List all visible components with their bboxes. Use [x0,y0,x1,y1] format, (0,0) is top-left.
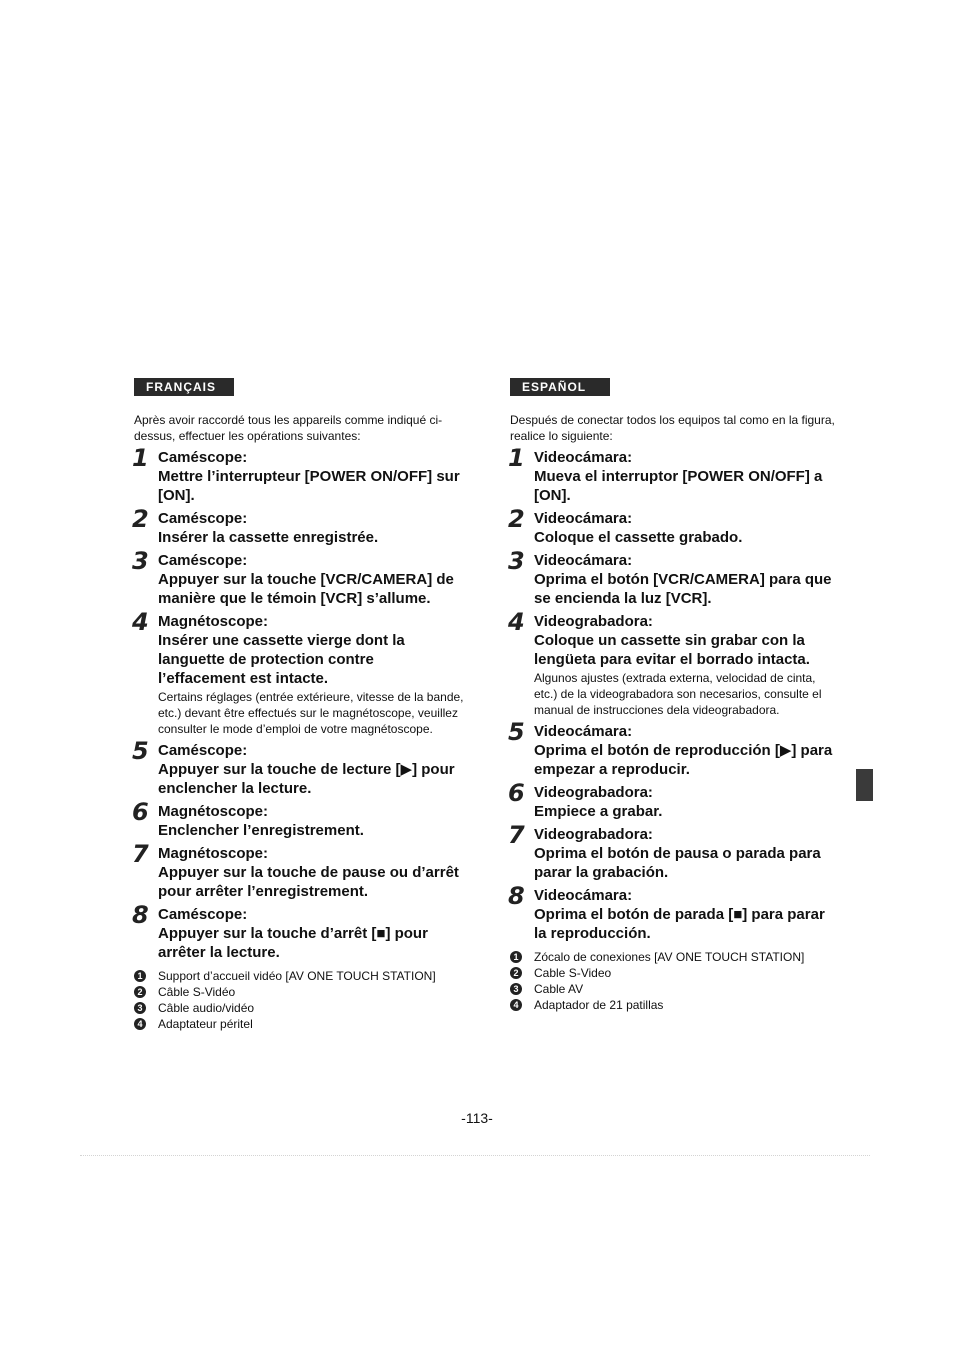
step-action: Mueva el interruptor [POWER ON/OFF] a [ON]. [534,468,823,504]
step-device: Caméscope: [158,742,248,759]
legend-item: 3 Câble audio/vidéo [134,1000,464,1016]
step-device: Caméscope: [158,906,248,923]
step-number: 6 [132,798,149,826]
step-number: 4 [508,608,525,636]
step-number: 5 [132,737,149,765]
step-note: Certains réglages (entrée extérieure, vitesse de la bande, etc.) devant être effectués sur le magnétoscope, veuillez consulter le mode d’emploi de votre magnétoscope. [158,690,464,736]
step-action: Insérer une cassette vierge dont la languette de protection contre l’effacement est intacte. [158,632,405,687]
step-action: Coloque un cassette sin grabar con la lengüeta para evitar el borrado intacta. [534,632,810,668]
step-action: Enclencher l’enregistrement. [158,822,364,839]
francais-column [134,378,464,1032]
number-circle-icon: 2 [510,967,522,979]
step-device: Videograbadora: [534,826,653,843]
step-2 [132,505,464,547]
step-action: Insérer la cassette enregistrée. [158,529,379,546]
step-number: 6 [508,779,525,807]
step-6 [132,798,464,840]
step-device: Videograbadora: [534,613,653,630]
number-circle-icon: 1 [134,970,146,982]
component-legend [134,968,464,1032]
step-number: 2 [132,505,149,533]
step-6 [508,779,840,821]
step-action: Appuyer sur la touche de lecture [▶] pour enclencher la lecture. [158,761,455,797]
number-circle-icon: 2 [134,986,146,998]
page-number: -113- [461,1110,493,1126]
step-device: Videocámara: [534,887,633,904]
step-device: Videocámara: [534,552,633,569]
step-action: Oprima el botón de reproducción [▶] para empezar a reproducir. [534,742,833,778]
legend-item: 3 Cable AV [510,981,840,997]
step-device: Caméscope: [158,552,248,569]
step-number: 5 [508,718,525,746]
number-circle-icon: 4 [510,999,522,1011]
step-action: Appuyer sur la touche d’arrêt [■] pour arrêter la lecture. [158,925,428,961]
intro-text: Après avoir raccordé tous les appareils comme indiqué ci-dessus, effectuer les opérations suivantes: [134,413,443,443]
legend-item: 4 Adaptador de 21 patillas [510,997,840,1013]
component-legend [510,949,840,1013]
step-7 [132,840,464,901]
step-number: 3 [132,547,149,575]
step-device: Videocámara: [534,449,633,466]
number-circle-icon: 4 [134,1018,146,1030]
step-action: Empiece a grabar. [534,803,663,820]
intro-text: Después de conectar todos los equipos tal como en la figura, realice lo siguiente: [510,413,835,443]
number-circle-icon: 3 [134,1002,146,1014]
step-4 [132,608,464,737]
step-number: 8 [508,882,525,910]
step-number: 4 [132,608,149,636]
espanol-column [510,378,840,1013]
step-action: Oprima el botón de parada [■] para parar la reproducción. [534,906,825,942]
step-number: 1 [132,444,149,472]
legend-item: 4 Adaptateur péritel [134,1016,464,1032]
step-action: Mettre l’interrupteur [POWER ON/OFF] sur [ON]. [158,468,460,504]
step-number: 3 [508,547,525,575]
step-device: Videocámara: [534,723,633,740]
step-action: Appuyer sur la touche de pause ou d’arrêt pour arrêter l’enregistrement. [158,864,459,900]
step-number: 7 [508,821,525,849]
step-action: Oprima el botón [VCR/CAMERA] para que se encienda la luz [VCR]. [534,571,832,607]
step-device: Magnétoscope: [158,803,269,820]
step-1 [132,444,464,505]
legend-item: 1 Support d’accueil vidéo [AV ONE TOUCH STATION] [134,968,464,984]
step-number: 1 [508,444,525,472]
step-1 [508,444,840,505]
step-number: 7 [132,840,149,868]
step-device: Magnétoscope: [158,845,269,862]
step-3 [132,547,464,608]
step-3 [508,547,840,608]
step-action: Coloque el cassette grabado. [534,529,743,546]
legend-item: 2 Câble S-Vidéo [134,984,464,1000]
number-circle-icon: 3 [510,983,522,995]
step-device: Magnétoscope: [158,613,269,630]
step-8 [132,901,464,962]
divider [80,1155,870,1156]
step-8 [508,882,840,943]
step-device: Videocámara: [534,510,633,527]
legend-item: 1 Zócalo de conexiones [AV ONE TOUCH STATION] [510,949,840,965]
step-5 [132,737,464,798]
step-2 [508,505,840,547]
step-device: Videograbadora: [534,784,653,801]
step-number: 8 [132,901,149,929]
step-4 [508,608,840,718]
step-device: Caméscope: [158,510,248,527]
step-device: Caméscope: [158,449,248,466]
legend-item: 2 Cable S-Video [510,965,840,981]
language-badge-espanol: ESPAÑOL [510,378,610,396]
step-note: Algunos ajustes (extrada externa, velocidad de cinta, etc.) de la videograbadora son necesarios, consulte el manual de instrucciones dela videograbadora. [534,671,822,717]
number-circle-icon: 1 [510,951,522,963]
step-5 [508,718,840,779]
section-tab-marker [856,769,873,801]
step-number: 2 [508,505,525,533]
step-action: Appuyer sur la touche [VCR/CAMERA] de manière que le témoin [VCR] s’allume. [158,571,454,607]
step-action: Oprima el botón de pausa o parada para parar la grabación. [534,845,821,881]
step-7 [508,821,840,882]
language-badge-francais: FRANÇAIS [134,378,234,396]
